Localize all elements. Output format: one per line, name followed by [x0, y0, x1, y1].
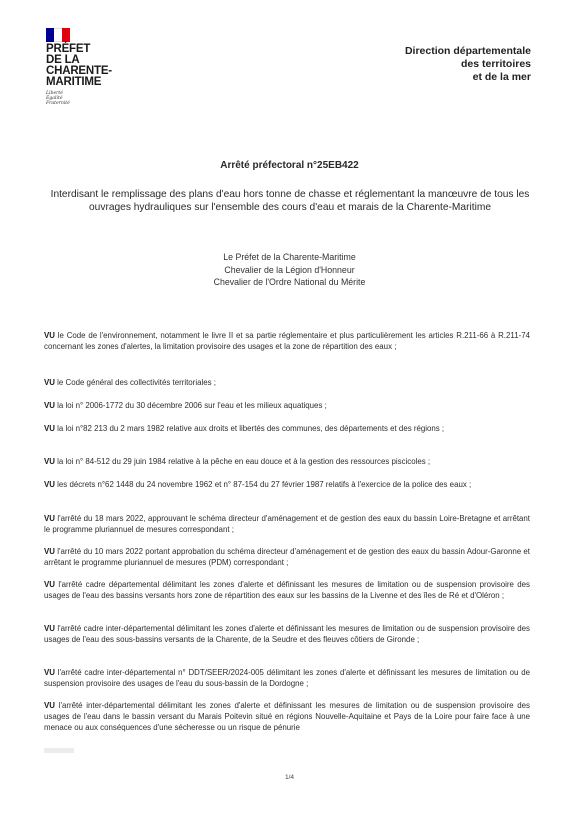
- considerant-item: [44, 330, 530, 352]
- prefet-title-line: Le Préfet de la Charente-Maritime: [223, 252, 356, 262]
- considerant-text: le Code général des collectivités territoriales ;: [54, 377, 216, 387]
- considerant-item: [44, 479, 530, 490]
- faded-scan-mark: [44, 748, 74, 753]
- considerant-item: [44, 546, 530, 568]
- direction-line: Direction départementale: [404, 45, 531, 57]
- prefecture-name: [46, 44, 136, 88]
- vu-prefix: VU: [44, 330, 55, 340]
- motto-line: Égalité: [46, 96, 63, 102]
- vu-prefix: VU: [44, 700, 55, 710]
- considerant-text: la loi n° 84-512 du 29 juin 1984 relative à la pêche en eau douce et à la gestion des ressources piscicoles ;: [54, 456, 431, 466]
- marianne-flag-icon: [46, 28, 70, 42]
- direction-line: des territoires: [460, 58, 531, 70]
- document-subtitle: Interdisant le remplissage des plans d'eau hors tonne de chasse et réglementant la manœuvre de tous les ouvrages hydrauliques sur l'ensemble des cours d'eau et marais de la Charente-Maritime: [50, 189, 530, 213]
- vu-prefix: VU: [44, 479, 55, 489]
- motto-line: Fraternité: [46, 101, 70, 107]
- considerant-item: [44, 400, 530, 411]
- considerant-item: [44, 579, 530, 601]
- considerant-text: la loi n°82 213 du 2 mars 1982 relative aux droits et libertés des communes, des départements et des régions ;: [54, 423, 445, 433]
- considerant-text: l'arrêté cadre départemental délimitant les zones d'alerte et définissant les mesures de limitation ou de suspension provisoire des usages de l'eau des bassins versants hors zone de répartition des eaux sur les bassins de la Livenne et des îles de Ré et d'Oléron ;: [44, 579, 530, 601]
- considerant-item: [44, 423, 530, 434]
- issuing-direction: [405, 45, 531, 84]
- vu-prefix: VU: [44, 513, 55, 523]
- considerant-text: la loi n° 2006-1772 du 30 décembre 2006 sur l'eau et les milieux aquatiques ;: [54, 400, 327, 410]
- considerant-item: [44, 700, 530, 734]
- prefecture-name-line: CHARENTE-: [46, 65, 112, 77]
- considerant-text: l'arrêté du 18 mars 2022, approuvant le schéma directeur d'aménagement et de gestion des eaux du bassin Loire-Bretagne et arrêtant le programme pluriannuel de mesures correspondant ;: [44, 513, 530, 535]
- considerant-text: l'arrêté cadre inter-départemental délimitant les zones d'alerte et définissant les mesures de limitation ou de suspension provisoire des usages de l'eau des sous-bassins versants de la Charente, de la Seudre et des fleuves côtiers de Gironde ;: [44, 623, 530, 645]
- considerant-text: l'arrêté cadre inter-départemental n° DDT/SEER/2024-005 délimitant les zones d'alerte et définissant les mesures de limitation ou de suspension provisoire des usages de l'eau du sous-bassin de la Dordogne ;: [44, 667, 530, 689]
- considerant-text: l'arrêté du 10 mars 2022 portant approbation du schéma directeur d'aménagement et de gestion des eaux du bassin Adour-Garonne et arrêtant le programme pluriannuel de mesures (PDM) correspondant ;: [44, 546, 530, 568]
- vu-prefix: VU: [44, 377, 55, 387]
- prefet-title-line: Chevalier de la Légion d'Honneur: [224, 264, 355, 275]
- motto-line: Liberté: [46, 91, 63, 96]
- prefecture-name-line: DE LA: [46, 54, 80, 66]
- vu-prefix: VU: [44, 423, 55, 433]
- considerant-item: [44, 456, 530, 467]
- considerant-text: les décrets n°62 1448 du 24 novembre 1962 et n° 87-154 du 27 février 1987 relatifs à l'exercice de la police des eaux ;: [54, 479, 472, 489]
- vu-prefix: VU: [44, 623, 55, 633]
- vu-prefix: VU: [44, 546, 55, 556]
- vu-prefix: VU: [44, 456, 55, 466]
- prefecture-name-line: MARITIME: [46, 76, 102, 88]
- prefet-title-line: Chevalier de l'Ordre National du Mérite: [213, 277, 366, 287]
- considerant-item: [44, 623, 530, 645]
- prefecture-logo: [46, 28, 136, 107]
- prefecture-name-line: PRÉFET: [46, 43, 91, 55]
- prefet-titles: [0, 251, 579, 289]
- direction-line: et de la mer: [472, 71, 531, 83]
- considerant-text: l'arrêté inter-départemental délimitant les zones d'alerte et définissant les mesures de limitation ou de suspension provisoire des usages de l'eau dans le bassin versant du Marais Poitevin situé en régions Nouvelle-Aquitaine et Pays de la Loire pour faire face à une menace ou aux conséquences d'une sécheresse ou un risque de pénurie: [44, 700, 530, 733]
- considerant-item: [44, 667, 530, 689]
- vu-prefix: VU: [44, 667, 55, 677]
- vu-prefix: VU: [44, 400, 55, 410]
- considerant-item: [44, 513, 530, 535]
- page-number: 1/4: [284, 774, 295, 781]
- republic-motto: [46, 91, 136, 107]
- document-title: Arrêté préfectoral n°25EB422: [220, 160, 359, 171]
- considerant-text: le Code de l'environnement, notamment le livre II et sa partie réglementaire et plus particulièrement les articles R.211-66 à R.211-74 concernant les zones d'alertes, la limitation provisoire des usages et la zone de répartition des eaux ;: [44, 330, 530, 352]
- vu-prefix: VU: [44, 579, 55, 589]
- considerant-item: [44, 377, 530, 388]
